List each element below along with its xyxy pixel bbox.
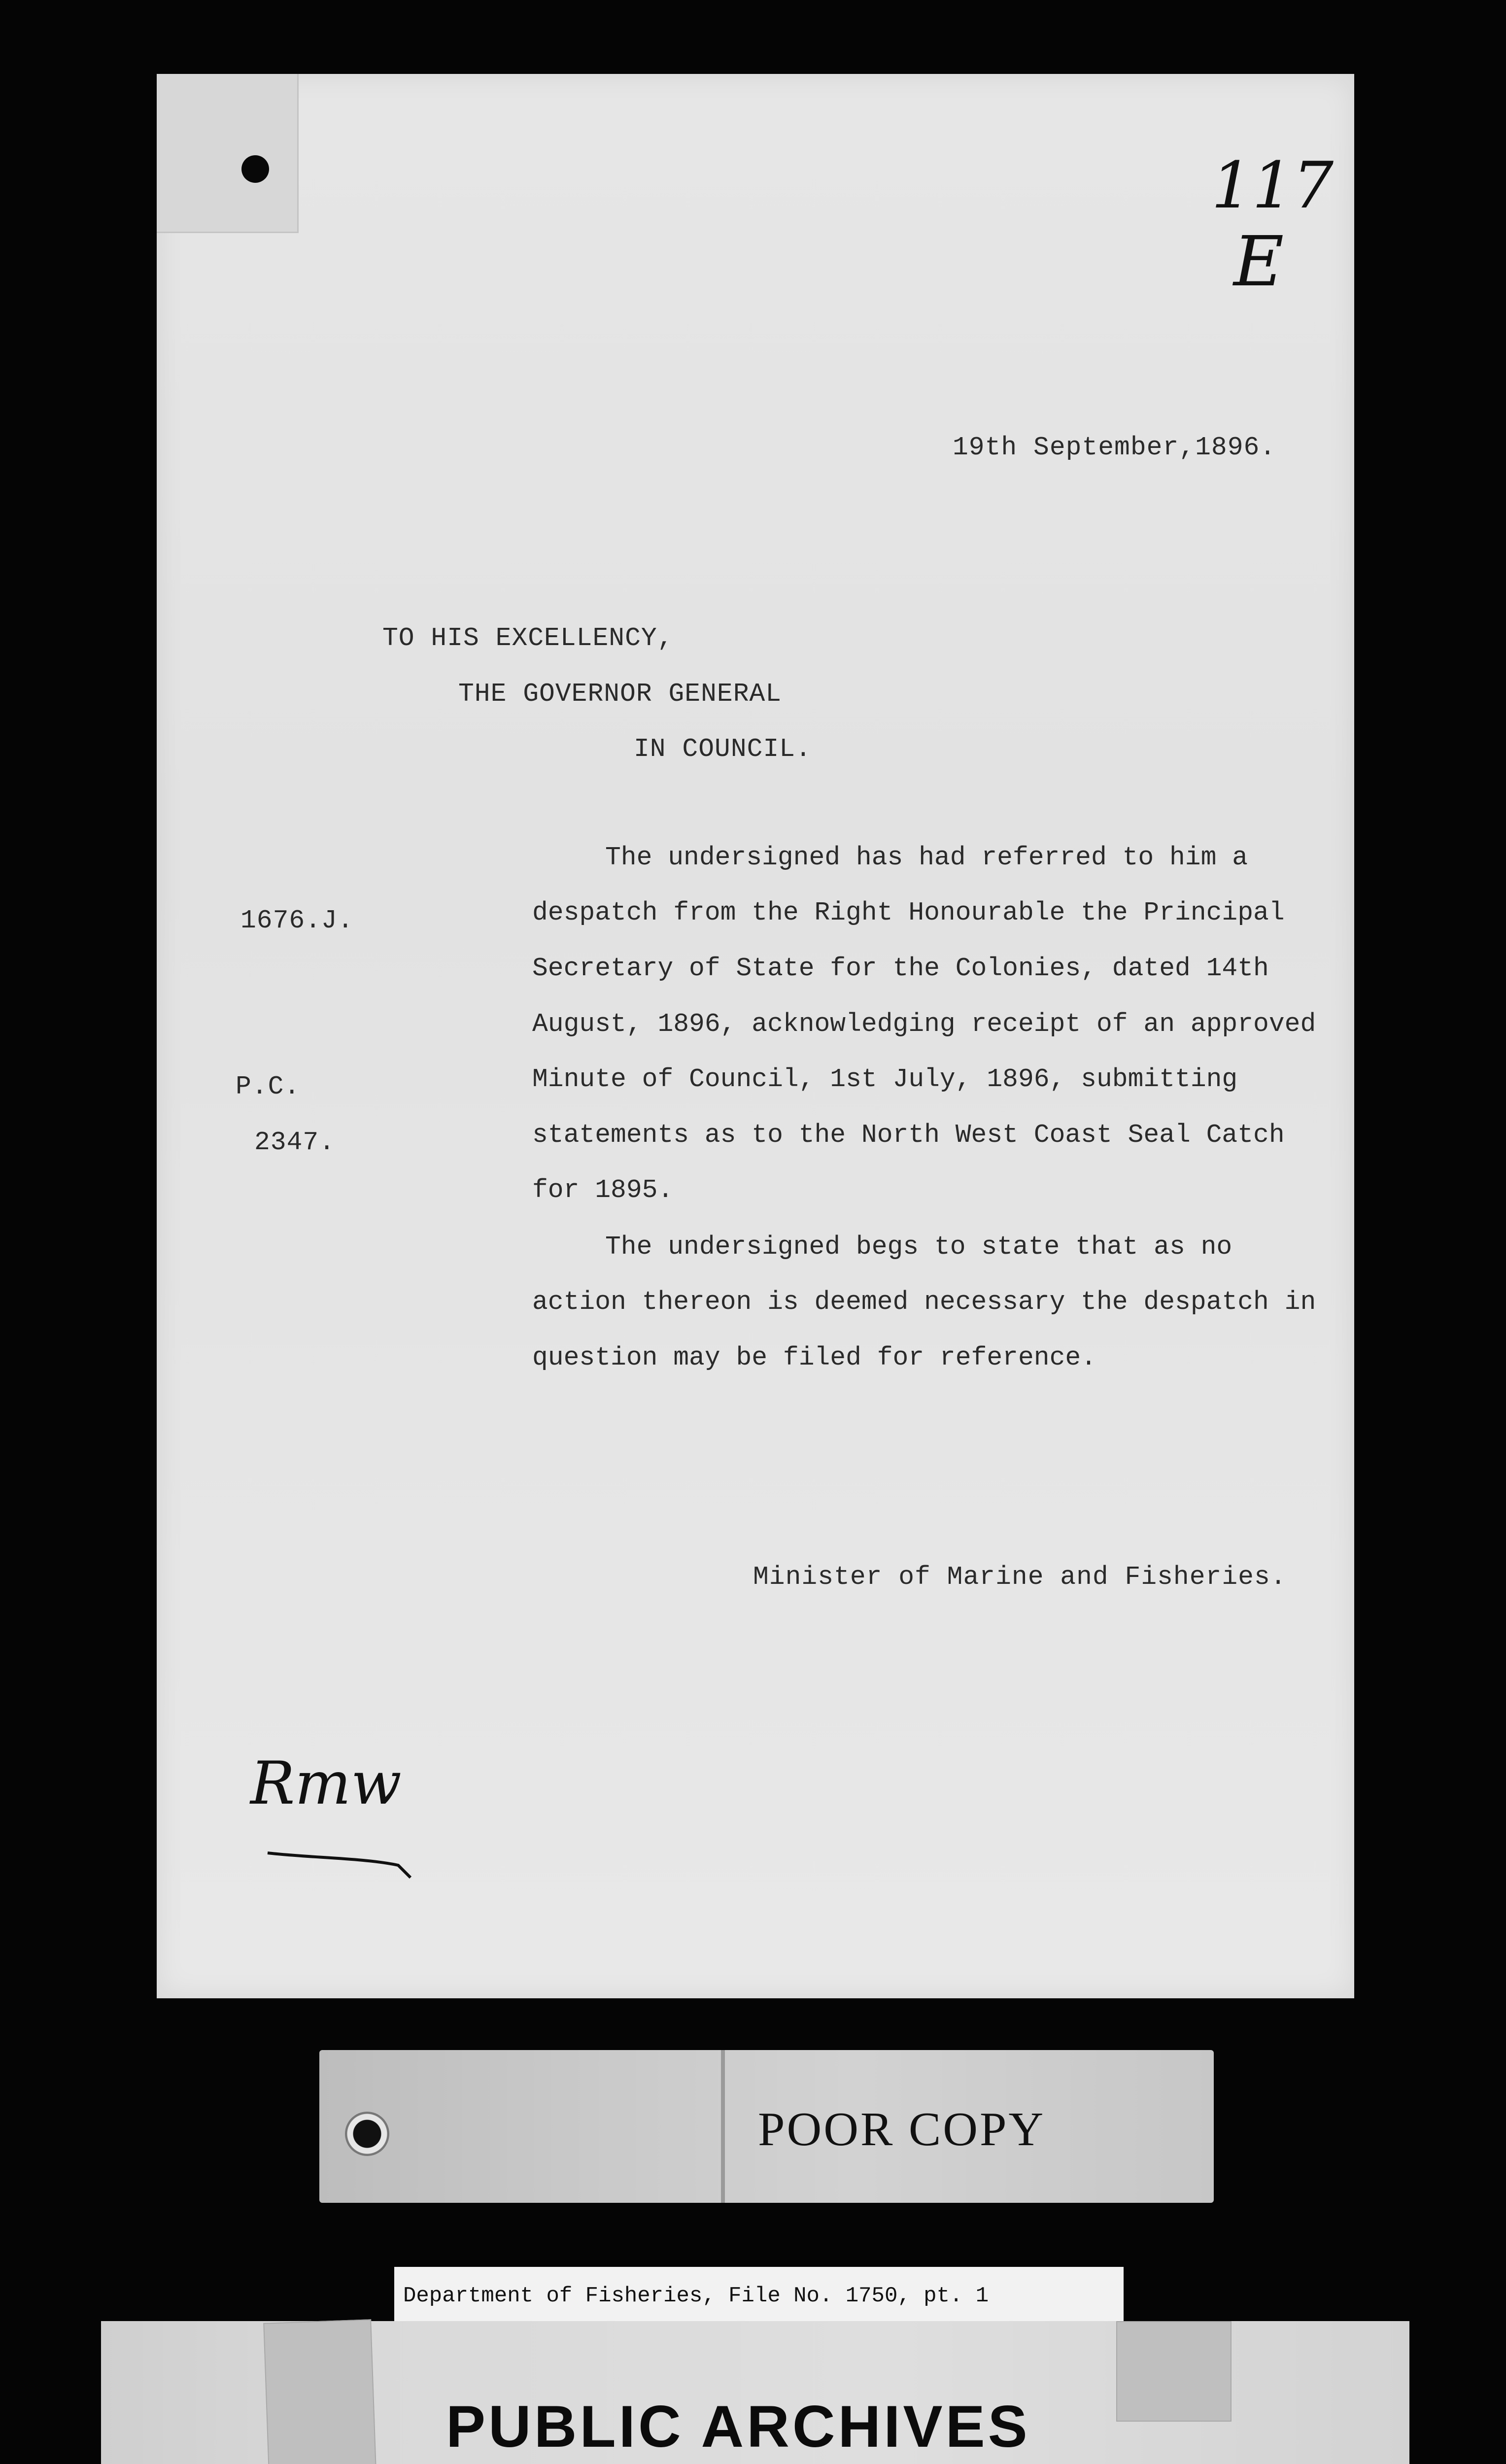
- grommet: [345, 2112, 389, 2156]
- punch-hole: [241, 155, 269, 183]
- paragraph-2-line-3: question may be filed for reference.: [532, 1343, 1096, 1372]
- paragraph-2-line-1: The undersigned begs to state that as no: [605, 1232, 1232, 1262]
- margin-ref-1: 1676.J.: [240, 906, 354, 935]
- tape-left: [263, 2319, 377, 2464]
- address-line-3: IN COUNCIL.: [634, 734, 812, 764]
- address-line-2: THE GOVERNOR GENERAL: [458, 679, 782, 709]
- paragraph-1-line-4: August, 1896, acknowledging receipt of an approved: [532, 1009, 1316, 1039]
- poor-copy-tag: [319, 2050, 1214, 2203]
- initials-underline: [265, 1843, 413, 1882]
- paragraph-1-line-1: The undersigned has had referred to him a: [605, 843, 1248, 872]
- margin-ref-2-number: 2347.: [254, 1128, 336, 1157]
- file-reference-strip: [394, 2267, 1124, 2326]
- margin-ref-2-label: P.C.: [236, 1072, 301, 1101]
- tag-tear: [721, 2050, 725, 2203]
- letter-sheet: [157, 74, 1354, 1998]
- handwritten-initials: Rmw: [250, 1749, 402, 1818]
- file-reference: Department of Fisheries, File No. 1750, pt. 1: [403, 2284, 989, 2308]
- archives-stamp-card: [101, 2321, 1409, 2464]
- address-line-1: TO HIS EXCELLENCY,: [382, 623, 674, 653]
- paragraph-2-line-2: action thereon is deemed necessary the despatch in: [532, 1287, 1316, 1317]
- paragraph-1-line-6: statements as to the North West Coast Seal Catch: [532, 1120, 1285, 1150]
- stamp-line-1: PUBLIC ARCHIVES: [446, 2394, 1030, 2460]
- letter-date: 19th September,1896.: [953, 433, 1276, 462]
- paragraph-1-line-7: for 1895.: [532, 1175, 674, 1205]
- folio-number: 117: [1211, 148, 1334, 223]
- folio-mark: E: [1233, 222, 1284, 302]
- paragraph-1-line-2: despatch from the Right Honourable the Principal: [532, 898, 1285, 927]
- tape-right: [1116, 2321, 1232, 2422]
- corner-tab: [157, 74, 299, 233]
- paragraph-1-line-5: Minute of Council, 1st July, 1896, submitting: [532, 1064, 1238, 1094]
- signature-title: Minister of Marine and Fisheries.: [753, 1562, 1287, 1592]
- paragraph-1-line-3: Secretary of State for the Colonies, dated 14th: [532, 954, 1269, 983]
- poor-copy-label: POOR COPY: [758, 2103, 1046, 2156]
